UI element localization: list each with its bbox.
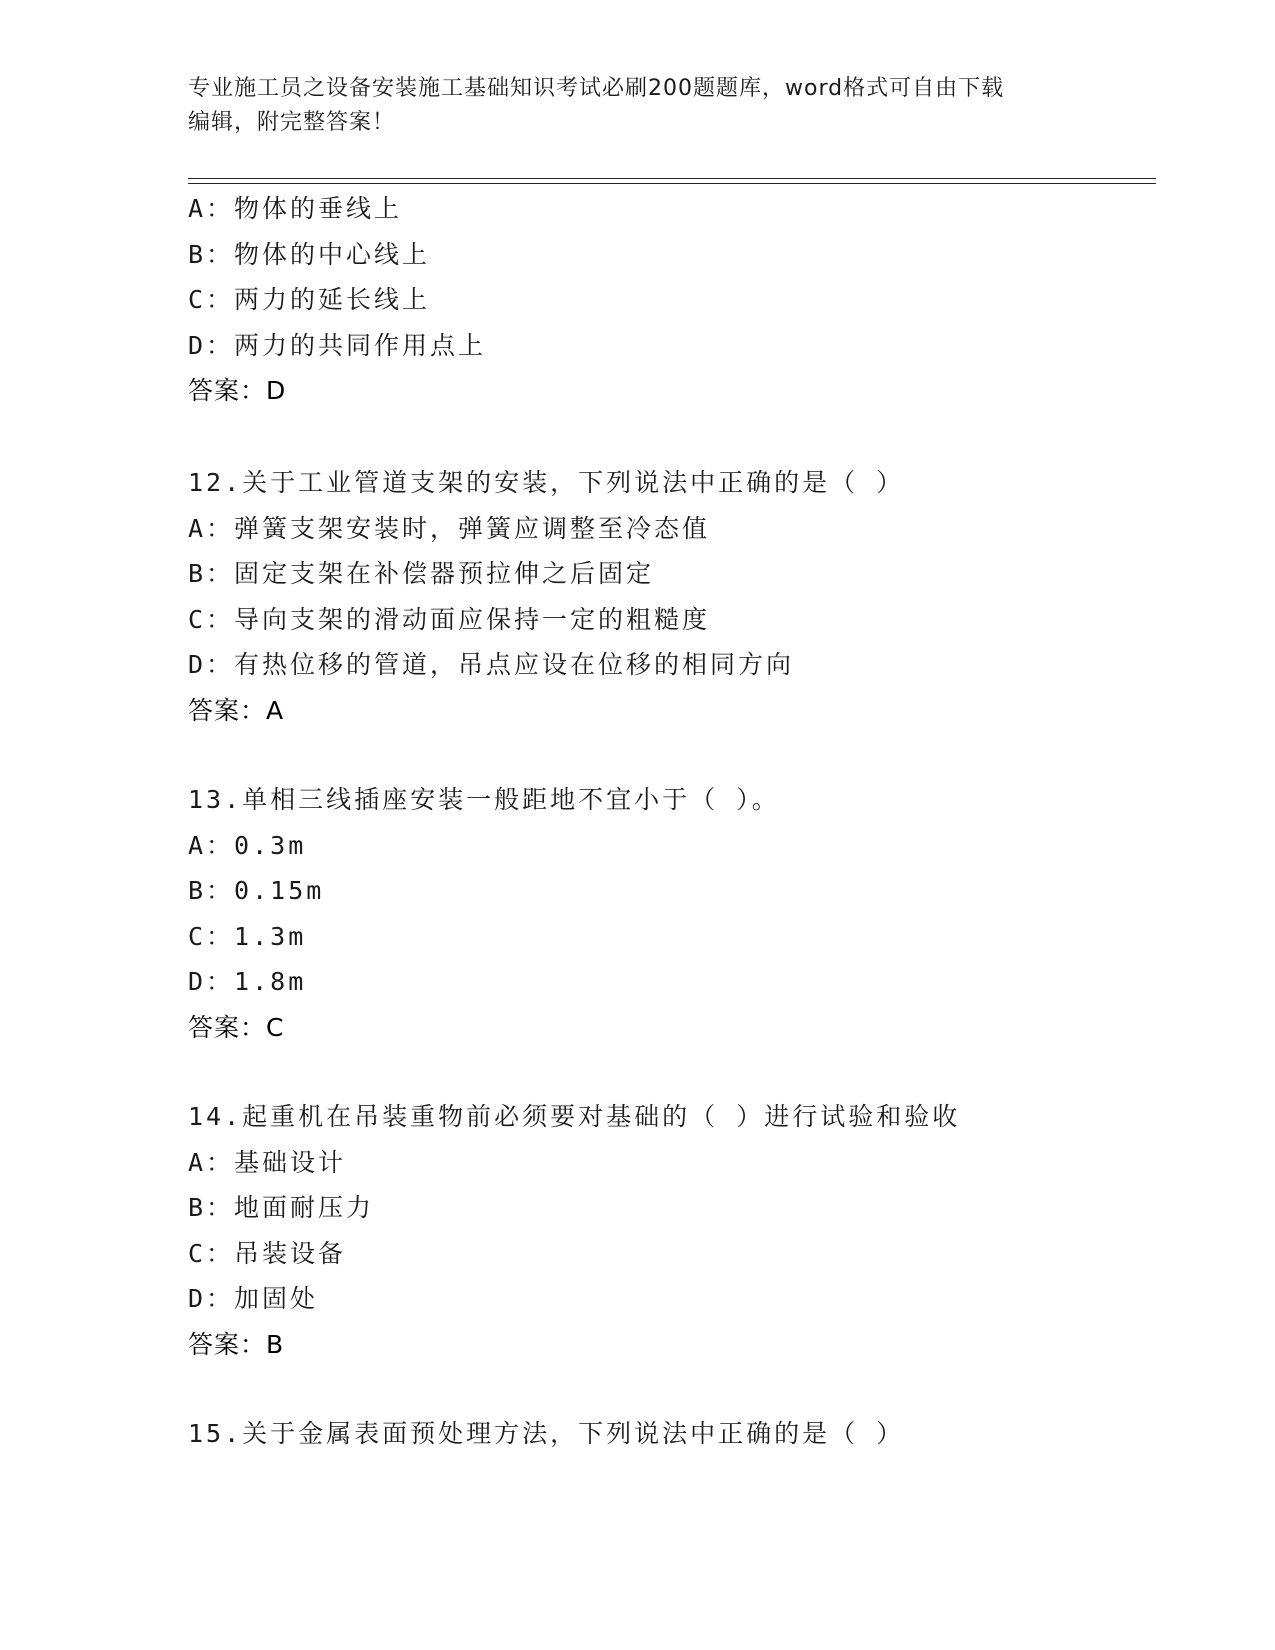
q14-question-text: 14.起重机在吊装重物前必须要对基础的（ ）进行试验和验收: [188, 1102, 961, 1131]
q14-option-a: A：基础设计: [188, 1147, 347, 1177]
question-11-block: [188, 186, 1148, 414]
q13-option-c: C：1.3m: [188, 921, 307, 951]
q13-question-text: 13.单相三线插座安装一般距地不宜小于（ ）。: [188, 785, 780, 814]
q11-option-b: B：物体的中心线上: [188, 239, 431, 269]
q11-option-c: C：两力的延长线上: [188, 285, 431, 314]
question-15-block: [188, 1411, 1148, 1457]
q12-option-a: A：弹簧支架安装时，弹簧应调整至冷态值: [188, 513, 711, 543]
question-13-block: [188, 777, 1148, 1050]
q11-answer: 答案：D: [188, 376, 287, 405]
header-title-line-1: 专业施工员之设备安装施工基础知识考试必刷200题题库，word格式可自由下载: [188, 76, 1005, 101]
q11-option-d: D：两力的共同作用点上: [188, 330, 487, 360]
q15-question-text: 15.关于金属表面预处理方法，下列说法中正确的是（ ）: [188, 1419, 905, 1448]
q13-option-d: D：1.8m: [188, 967, 307, 996]
question-14-block: [188, 1094, 1148, 1367]
q12-option-b: B：固定支架在补偿器预拉伸之后固定: [188, 559, 655, 588]
q13-option-a: A：0.3m: [188, 830, 307, 860]
q13-answer: 答案：C: [188, 1012, 285, 1042]
q13-option-b: B：0.15m: [188, 876, 325, 905]
q14-answer: 答案：B: [188, 1329, 285, 1359]
header-divider-top: [188, 178, 1156, 179]
q12-answer: 答案：A: [188, 695, 285, 725]
question-12-block: [188, 460, 1148, 733]
q12-option-c: C：导向支架的滑动面应保持一定的粗糙度: [188, 604, 711, 634]
q14-option-c: C：吊装设备: [188, 1238, 347, 1268]
q14-option-d: D：加固处: [188, 1284, 319, 1313]
header-title-line-2: 编辑，附完整答案！: [188, 110, 396, 135]
q14-option-b: B：地面耐压力: [188, 1193, 375, 1222]
document-header: [188, 72, 1068, 140]
header-divider-bottom: [188, 183, 1156, 184]
q12-question-text: 12.关于工业管道支架的安装，下列说法中正确的是（ ）: [188, 468, 905, 497]
q11-option-a: A：物体的垂线上: [188, 194, 403, 223]
q12-option-d: D：有热位移的管道，吊点应设在位移的相同方向: [188, 650, 795, 679]
